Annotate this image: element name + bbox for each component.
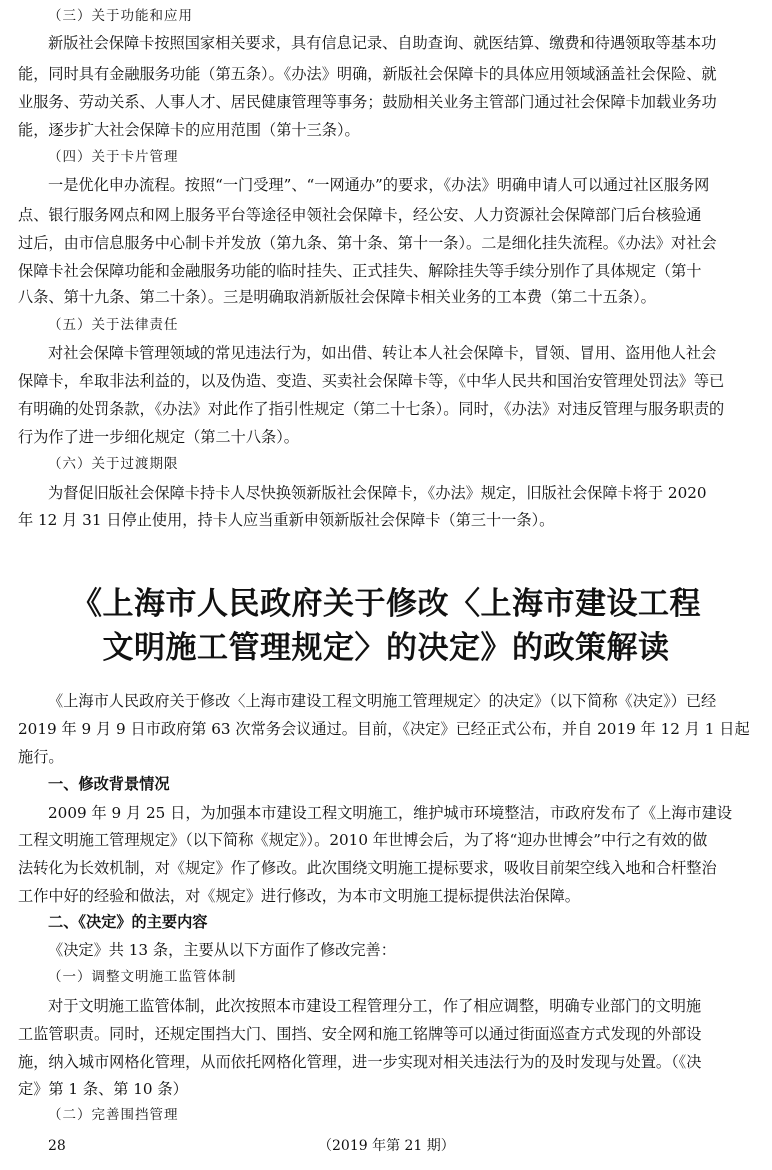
paragraph-line: 对于文明施工监管体制，此次按照本市建设工程管理分工，作了相应调整，明确专业部门的文明施: [48, 997, 702, 1015]
paragraph-line: 工作中好的经验和做法，对《规定》进行修改，为本市文明施工提标提供法治保障。: [18, 887, 580, 905]
paragraph-line: 对社会保障卡管理领域的常见违法行为，如出借、转让本人社会保障卡，冒领、冒用、盗用他人社会: [48, 344, 717, 362]
paragraph-line: 保障卡，牟取非法利益的，以及伪造、变造、买卖社会保障卡等，《中华人民共和国治安管理处罚法》等已: [18, 372, 725, 390]
subheading-functions: （三）关于功能和应用: [48, 8, 193, 24]
article-title-line-1: 《上海市人民政府关于修改〈上海市建设工程: [71, 586, 701, 622]
paragraph-line: 八条、第十九条、第二十条）。三是明确取消新版社会保障卡相关业务的工本费（第二十五条）。: [18, 288, 656, 306]
paragraph-line: 法转化为长效机制，对《规定》作了修改。此次围绕文明施工提标要求，吸收目前架空线入地和合杆整治: [18, 859, 717, 877]
subheading-supervision-system: （一）调整文明施工监管体制: [48, 969, 237, 985]
paragraph-line: 过后，由市信息服务中心制卡并发放（第九条、第十条、第十一条）。二是细化挂失流程。《办法》对社会: [18, 234, 717, 252]
paragraph-line: 工监管职责。同时，还规定围挡大门、围挡、安全网和施工铭牌等可以通过街面巡查方式发现的外部设: [18, 1025, 702, 1043]
subheading-card-management: （四）关于卡片管理: [48, 149, 179, 165]
section-heading-background: 一、修改背景情况: [48, 775, 170, 793]
paragraph-line: 新版社会保障卡按照国家相关要求，具有信息记录、自助查询、就医结算、缴费和待遇领取等基本功: [48, 34, 717, 52]
subheading-legal-liability: （五）关于法律责任: [48, 317, 179, 333]
page-number: 28: [48, 1138, 66, 1154]
paragraph-line: 点、银行服务网点和网上服务平台等途径申领社会保障卡，经公安、人力资源社会保障部门后台核验通: [18, 206, 702, 224]
paragraph-line: 保障卡社会保障功能和金融服务功能的临时挂失、正式挂失、解除挂失等手续分别作了具体规定（第十: [18, 262, 702, 280]
paragraph-line: 定》第 1 条、第 10 条）: [18, 1080, 188, 1098]
paragraph-line: 一是优化申办流程。按照“一门受理”、“一网通办”的要求，《办法》明确申请人可以通过社区服务网: [48, 176, 710, 194]
paragraph-line: 《决定》共 13 条，主要从以下方面作了修改完善：: [48, 941, 396, 959]
issue-label: （2019 年第 21 期）: [318, 1138, 455, 1154]
paragraph-line: 2009 年 9 月 25 日，为加强本市建设工程文明施工，维护城市环境整洁，市政府发布了《上海市建设: [48, 804, 733, 822]
section-heading-main-content: 二、《决定》的主要内容: [48, 913, 208, 931]
paragraph-line: 2019 年 9 月 9 日市政府第 63 次常务会议通过。目前，《决定》已经正式公布，并自 2019 年 12 月 1 日起: [18, 720, 750, 738]
subheading-hoarding-management: （二）完善围挡管理: [48, 1107, 179, 1123]
paragraph-line: 年 12 月 31 日停止使用，持卡人应当重新申领新版社会保障卡（第三十一条）。: [18, 511, 555, 529]
paragraph-line: 有明确的处罚条款，《办法》对此作了指引性规定（第二十七条）。同时，《办法》对违反管理与服务职责的: [18, 400, 725, 418]
paragraph-line: 业服务、劳动关系、人事人才、居民健康管理等事务；鼓励相关业务主管部门通过社会保障卡加载业务功: [18, 93, 717, 111]
article-title-line-2: 文明施工管理规定〉的决定》的政策解读: [102, 630, 670, 666]
paragraph-line: 《上海市人民政府关于修改〈上海市建设工程文明施工管理规定〉的决定》（以下简称《决定》）已经: [48, 692, 717, 710]
paragraph-line: 能，同时具有金融服务功能（第五条）。《办法》明确，新版社会保障卡的具体应用领域涵盖社会保险、就: [18, 65, 717, 83]
paragraph-line: 工程文明施工管理规定》（以下简称《规定》）。2010 年世博会后，为了将“迎办世博会”中行之有效的做: [18, 831, 708, 849]
subheading-transition-period: （六）关于过渡期限: [48, 456, 179, 472]
paragraph-line: 能，逐步扩大社会保障卡的应用范围（第十三条）。: [18, 121, 360, 139]
paragraph-line: 施行。: [18, 748, 64, 766]
paragraph-line: 为督促旧版社会保障卡持卡人尽快换领新版社会保障卡，《办法》规定，旧版社会保障卡将于 2020: [48, 484, 707, 502]
paragraph-line: 行为作了进一步细化规定（第二十八条）。: [18, 428, 299, 446]
paragraph-line: 施，纳入城市网格化管理，从而依托网格化管理，进一步实现对相关违法行为的及时发现与处置。（《决: [18, 1053, 702, 1071]
